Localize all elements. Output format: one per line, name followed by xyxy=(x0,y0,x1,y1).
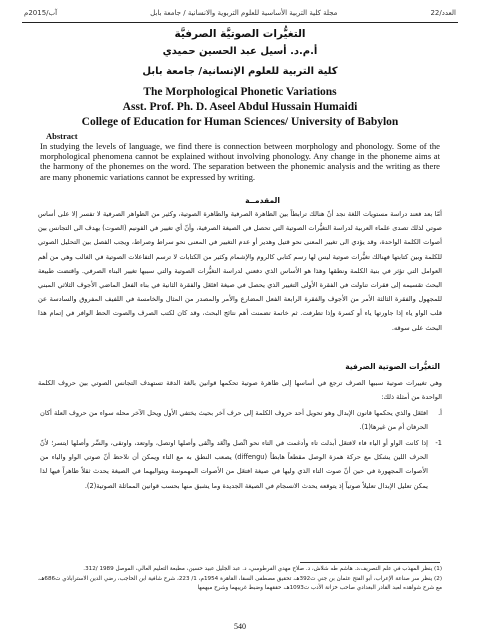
list-item-number: 1- xyxy=(435,439,442,447)
arabic-author: أ.م.د. أسيل عبد الحسين حميدي xyxy=(162,46,318,57)
list-item-text: افتَعَل والذي يحكمها قانون الإبدال وهو تحويل أحد حروف الكلمة إلى حرف آخر بحيث يختفي الأول ويحل الآخر محله سواء من حروف العلة أكان الحرفان أم من غيرها(1). xyxy=(40,409,428,432)
abstract-heading: Abstract xyxy=(46,131,78,141)
section-heading: التغيُّرات الصوتية الصرفية xyxy=(345,362,440,371)
header-rule xyxy=(22,22,458,23)
arabic-affiliation: كلية التربية للعلوم الإنسانية/ جامعة بابل xyxy=(142,66,338,77)
footnote: (2) ينظر سر صناعة الإعراب، أبو الفتح عثمان بن جني ت392هـ، تحقيق مصطفى السقا، القاهرة 1954م، 1/ 223، شرح شافية ابن الحاجب، رضي الدين الاستراباذي ت686هـ، مع شرح شواهده لعبد القادر البغدادي صاحب خزانة الأدب ت1093هـ، حققهما وضبط غريبهما وشرح مبهمها xyxy=(38,576,442,592)
abstract-text: In studying the levels of language, we find there is connection between morphology and phonology. Some of the morphological phenomena cannot be explained without involving phonology. Any change in the phoneme aims at the harmony of the phonemes on the word. The separation between the phonemic analysis and the writing as there are many phonemic variations cannot be expressed by writing. xyxy=(40,141,440,182)
list-item xyxy=(40,436,442,493)
footnote-rule xyxy=(300,562,440,563)
list-item xyxy=(40,406,442,434)
english-affiliation: College of Education for Human Sciences/ University of Babylon xyxy=(81,116,399,128)
introduction-heading: المقدمــة xyxy=(245,196,280,205)
running-header xyxy=(24,5,456,21)
issue-number: العدد/22 xyxy=(430,9,456,17)
page-number: 540 xyxy=(234,622,246,631)
journal-name: مجلة كلية التربية الأساسية للعلوم التربوية والانسانية / جامعة بابل xyxy=(150,9,338,17)
arabic-title: التغيُّرات الصوتيَّة الصرفيَّة xyxy=(174,28,306,40)
english-author: Asst. Prof. Ph. D. Aseel Abdul Hussain Humaidi xyxy=(122,101,358,113)
section-intro-text: وهي تغييرات صوتية سببها الصرف ترجع في أساسها إلى ظاهرة صوتية تحكمها قوانين بالغة الدقة تستهدف التجانس الصوتي بين حروف الكلمة الواحدة من أمثلة ذلك: xyxy=(38,379,442,402)
list-item-number: أ. xyxy=(438,409,442,417)
introduction-text: أمّا بعد فعند دراسة مستويات اللغة نجد أنّ هنالك ترابطاً بين الظاهرة الصرفية والظاهرة الصوتية، وكثير من الظواهر الصرفية لا تفسر إلا على أساس صوتي لذلك تصدى علماء العربية لدراسة التغيُّرات الصوتية التي تحصل في الصيغة الصرفية، وأنّ أي تغيير في الفونيم (الصوت) يهدف الى التجانس بين أصوات الكلمة الواحدة، وقد يؤدي الى تغيير المعنى نحو قتيل وهدير أو عدم التغيير في المعنى نحو سراط وصراط، ويجب الفصل بين التحليل الصوتي للكلمة وبين كتابتها فهنالك تغيُّرات صوتية ليس لها رسم كتابي كالروم والإشمام وكثير من الكتابات لا ترسم التفاعلات الصوتية في الغالب وهي من أهم العوامل التي تؤثر في بنية الكلمة ونطقها وهذا هو الأساس الذي دفعني لدراسة التغيُّرات الصوتية والتي سببها تغيير البناء الصرفي. واقتضت طبيعة البحث تقسيمه إلى فقرات تناولت في الفقرة الأولى التغيير الذي يحصل في صيغة افتَعَل والفقرة الثانية في بناء الفعل الماضي الأجوف الثلاثي المبني للمجهول والفقرة الثالثة الأمر من الأجوف والفقرة الرابعة الفعل المضارع والأمر والمصدر من المثال والخامسة في اللفيف المفروق والسادسة عن قلب الواو ياء إذا جاورتها ياء أو كسرة وإذا تطرفت. ثم خاتمة تضمنت أهم نتائج البحث، وقد كان لكتب الصرف والصوت الحظ الوافر في إتمام هذا البحث على سوقه. xyxy=(38,210,442,332)
footnotes xyxy=(38,565,442,595)
issue-date: آب/2015م xyxy=(24,9,58,17)
list-item-text: إذا كانت الواو أو الياء فاء لافتعَل أبدلت تاء وأدغمت في التاء نحو اتَّصل واتَّعَد واتَّقى وأصلها اوتصل، واوتعد، واوتقى، والسِّر وأصلها ايتسر؛ لأنّ الحرف اللين يشكل مع حركة همزة الوصل مقطعاً هابطاً (diffengu) يصعب النطق به مع التاء ويمكن أن نلاحظ أنّ صوتي الواو والياء من الأصوات المجهورة في حين أنّ صوت التاء الذي وليها في صيغة افتعَل من الأصوات المهموسة ويتواليهما في الصيغة يحدث ثقلاً ظاهراً فيها لذا يمكن تعليل الإبدال تعليلاً صوتياً إذ يتوقعه يحدث الانسجام في الصيغة الجديدة وما يشبق منها بحسب قوانين المماثلة الصوتية(2). xyxy=(40,439,428,490)
footnote: (1) ينظر المهذب في علم التصريف،د. هاشم طه شلاش، د. صلاح مهدي الفرطوسي، د. عبد الجليل عبيد حسين، مطبعة التعليم العالي، الموصل 1989 /312. xyxy=(83,566,442,572)
english-title: The Morphological Phonetic Variations xyxy=(143,86,337,98)
